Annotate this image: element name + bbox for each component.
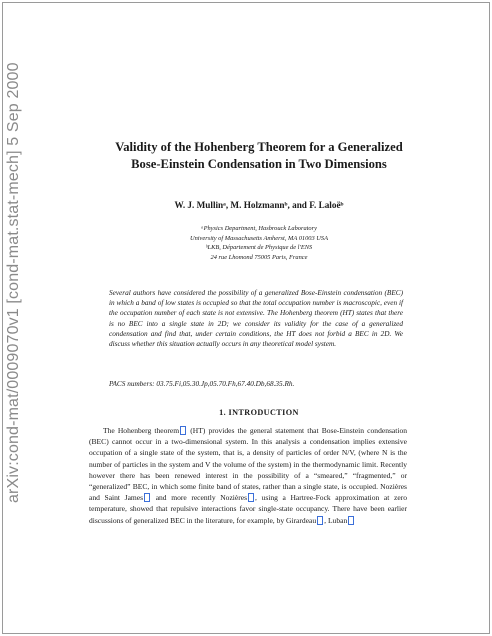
intro-text: , using a Hartree-Fock approximation at zero temperature, showed that repulsive interactions favor single-state occupancy. There have been earlier discussions of generalized BEC in the literature, for example, by Girardeau xyxy=(89,493,407,525)
section-heading: 1. INTRODUCTION xyxy=(219,408,299,417)
intro-paragraph xyxy=(89,425,407,526)
arxiv-identifier: arXiv:cond-mat/0009070v1 [cond-mat.stat-mech] 5 Sep 2000 xyxy=(5,62,22,503)
paper-page xyxy=(2,2,490,634)
citation-link[interactable] xyxy=(248,493,254,502)
pacs-numbers: PACS numbers: 03.75.Fi,05.30.Jp,05.70.Fh,67.40.Db,68.35.Rh. xyxy=(109,380,295,388)
citation-link[interactable] xyxy=(348,516,354,525)
intro-text: The Hohenberg theorem xyxy=(103,426,180,435)
affiliation-line: ᵇLKB, Département de Physique de l'ENS xyxy=(205,244,313,252)
paper-abstract: Several authors have considered the possibility of a generalized Bose-Einstein condensation (BEC) in which a band of low states is occupied so that the total occupation number is macroscopic, even if the occupation number of each state is not extensive. The Hohenberg theorem (HT) states that there is no BEC into a single state in 2D; we consider its validity for the case of a generalized condensation and find that, under certain conditions, the HT does not forbid a BEC in 2D. We discuss whether this situation actually occurs in any theoretical model system. xyxy=(109,289,403,349)
paper-affiliations xyxy=(103,224,415,262)
paper-title: Validity of the Hohenberg Theorem for a Generalized Bose-Einstein Condensation in Two Dimensions xyxy=(115,140,403,171)
citation-link[interactable] xyxy=(317,516,323,525)
intro-text: and more recently Nozières xyxy=(151,493,248,503)
intro-text: (HT) provides the general statement that Bose-Einstein condensation (BEC) cannot occur in a two-dimensional system. In this analysis a condensation implies extensive occupation of a single state of the system, that is, a density of particles of order N/V, (where N is the number of particles in the system and V the volume of the system) in the thermodynamic limit. Recently however there has been renewed interest in the possibility of a “smeared,” “fragmented,” or “generalized” BEC, in which some finite band of states, rather than a single state, is occupied. Nozières and Saint James xyxy=(89,426,407,503)
paper-authors: W. J. Mullinᵃ, M. Holzmannᵇ, and F. Laloëᵇ xyxy=(174,200,344,210)
affiliation-line: ᵃPhysics Department, Hasbrouck Laboratory xyxy=(201,225,317,232)
intro-text: , Luban xyxy=(324,515,348,525)
affiliation-line: University of Massachusetts Amherst, MA 01003 USA xyxy=(189,234,329,242)
affiliation-line: 24 rue Lhomond 75005 Paris, France xyxy=(210,253,308,261)
citation-link[interactable] xyxy=(144,493,150,502)
citation-link[interactable] xyxy=(180,426,186,435)
